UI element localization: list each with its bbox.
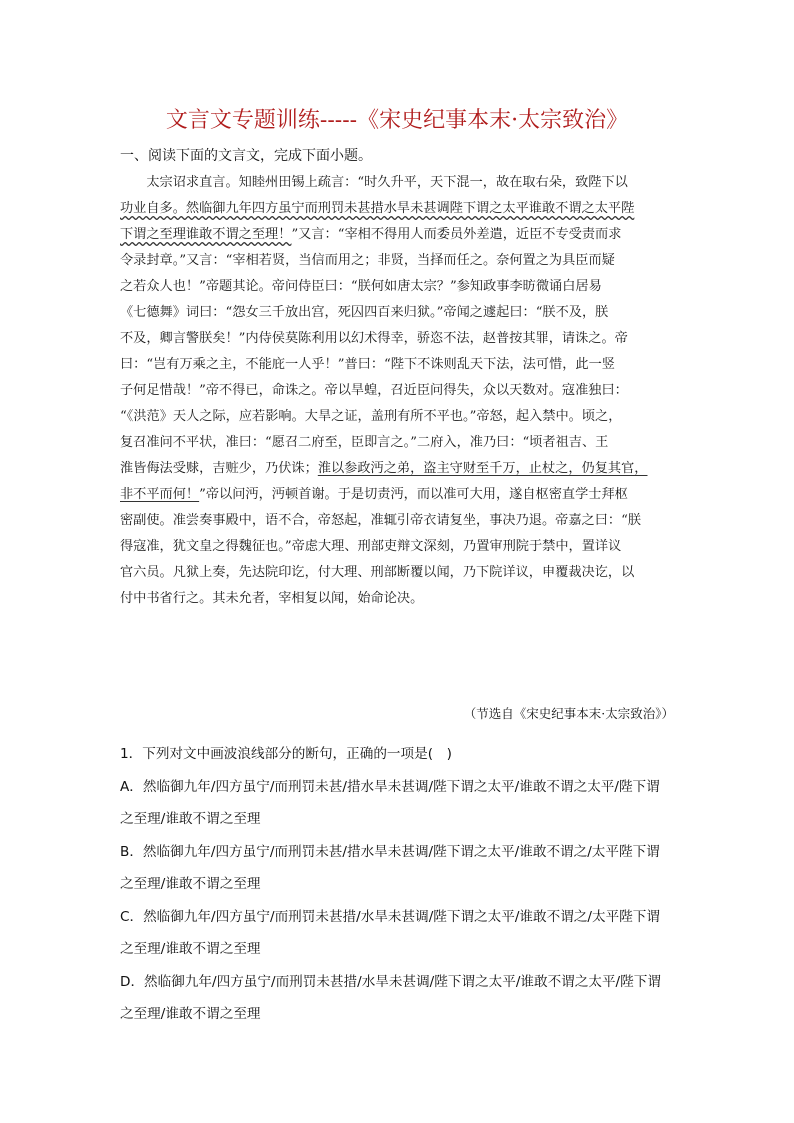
passage-line [120,300,676,326]
option-d: D．然临御九年/四方虽宁/而刑罚未甚措/水旱未甚调/陛下谓之太平/谁敢不谓之太平/陛下谓 [120,973,661,990]
passage-line [120,196,676,222]
passage-line [120,430,676,456]
passage-line [120,326,676,352]
passage-line [120,274,676,300]
passage-text: 子何足惜哉！”帝不得已，命诛之。帝以旱蝗，召近臣问得失，众以天数对。寇准独曰： [120,383,628,398]
passage-line [120,352,676,378]
passage-text: “《洪范》天人之际，应若影响。大旱之证，盖刑有所不平也。”帝怒，起入禁中。顷之， [120,409,622,424]
page-title: 文言文专题训练-----《宋史纪事本末·太宗致治》 [165,108,629,133]
passage-text: ”又言：“宰相不得用人而委员外差遣，近臣不专受责而求 [291,227,622,242]
passage-line [120,404,676,430]
option-a-continued: 之至理/谁敢不谓之至理 [120,811,261,827]
option-list [120,771,680,1031]
passage-text: 曰：“岂有万乘之主，不能庇一人乎！”普曰：“陛下不诛则乱天下法，法可惜，此一竖 [120,357,615,372]
passage-line [120,560,676,586]
section-heading: 一、阅读下面的文言文，完成下面小题。 [120,148,372,164]
passage-text: 付中书省行之。其未允者，宰相复以闻，始命论决。 [120,591,424,606]
passage-text: 令录封章。”又言：“宰相若贤，当信而用之；非贤，当择而任之。奈何置之为具臣而疑 [120,253,615,268]
passage-text: 密副使。准尝奏事殿中，语不合，帝怒起，准辄引帝衣请复坐，事决乃退。帝嘉之曰：“朕 [120,513,642,528]
source-citation: （节选自《宋史纪事本末·太宗致治》） [463,706,674,721]
passage-line [120,534,676,560]
passage-text: ”帝以问沔，沔顿首谢。于是切责沔，而以准可大用，遂自枢密直学士拜枢 [199,487,628,502]
option-b: B．然临御九年/四方虽宁/而刑罚未甚/措水旱未甚调/陛下谓之太平/谁敢不谓之/太平陛下谓 [120,843,660,860]
passage-line [120,248,676,274]
passage-text: 《七德舞》词曰：“怨女三千放出宫，死囚四百来归狱。”帝闻之遽起曰：“朕不及，朕 [120,305,609,320]
passage-text: 得寇准，犹文皇之得魏征也。”帝虑大理、刑部吏辩文深刻，乃置审刑院于禁中，置详议 [120,539,622,554]
passage-text: 不及，卿言警朕矣！”内侍侯莫陈利用以幻术得幸，骄恣不法，赵普按其罪，请诛之。帝 [120,331,628,346]
wavy-underlined-text: 功业自多。然临御九年四方虽宁而刑罚未甚措水旱未甚调陛下谓之太平谁敢不谓之太平陛 [120,201,635,216]
passage-line [120,586,676,612]
question-1 [120,738,680,1031]
question-stem: 1．下列对文中画波浪线部分的断句，正确的一项是( ) [120,746,452,762]
passage-line [120,170,676,196]
passage-text: 复召准问不平状，准曰：“愿召二府至，臣即言之。”二府入，准乃曰：“顷者祖吉、王 [120,435,609,450]
passage-line [120,508,676,534]
passage-text: 太宗诏求直言。知睦州田锡上疏言：“时久升平，天下混一，故在取右朵，致陛下以 [120,175,628,190]
passage [120,170,676,612]
option-d-continued: 之至理/谁敢不谓之至理 [120,1006,261,1022]
passage-line [120,456,676,482]
passage-line [120,378,676,404]
passage-line [120,222,676,248]
underlined-text: 非不平而何！ [120,487,200,502]
option-c: C．然临御九年/四方虽宁/而刑罚未甚措/水旱未甚调/陛下谓之太平/谁敢不谓之/太平陛下谓 [120,908,660,925]
option-b-continued: 之至理/谁敢不谓之至理 [120,876,261,892]
option-c-continued: 之至理/谁敢不谓之至理 [120,941,261,957]
underlined-text: 淮以参政沔之弟，盗主守财至千万，止杖之，仍复其官， [317,461,648,476]
passage-text: 官六员。凡狱上奏，先达院印讫，付大理、刑部断覆以闻，乃下院详议，申覆裁决讫，以 [120,565,635,580]
passage-text: 之若众人也！”帝题其论。帝问侍臣曰：“朕何如唐太宗？”参知政事李昉微诵白居易 [120,279,602,294]
option-a: A．然临御九年/四方虽宁/而刑罚未甚/措水旱未甚调/陛下谓之太平/谁敢不谓之太平/陛下谓 [120,778,660,795]
passage-text: 淮皆侮法受赇，吉赃少，乃伏诛； [120,461,318,476]
wavy-underlined-text: 下谓之至理谁敢不谓之至理！ [120,227,292,242]
passage-line [120,482,676,508]
